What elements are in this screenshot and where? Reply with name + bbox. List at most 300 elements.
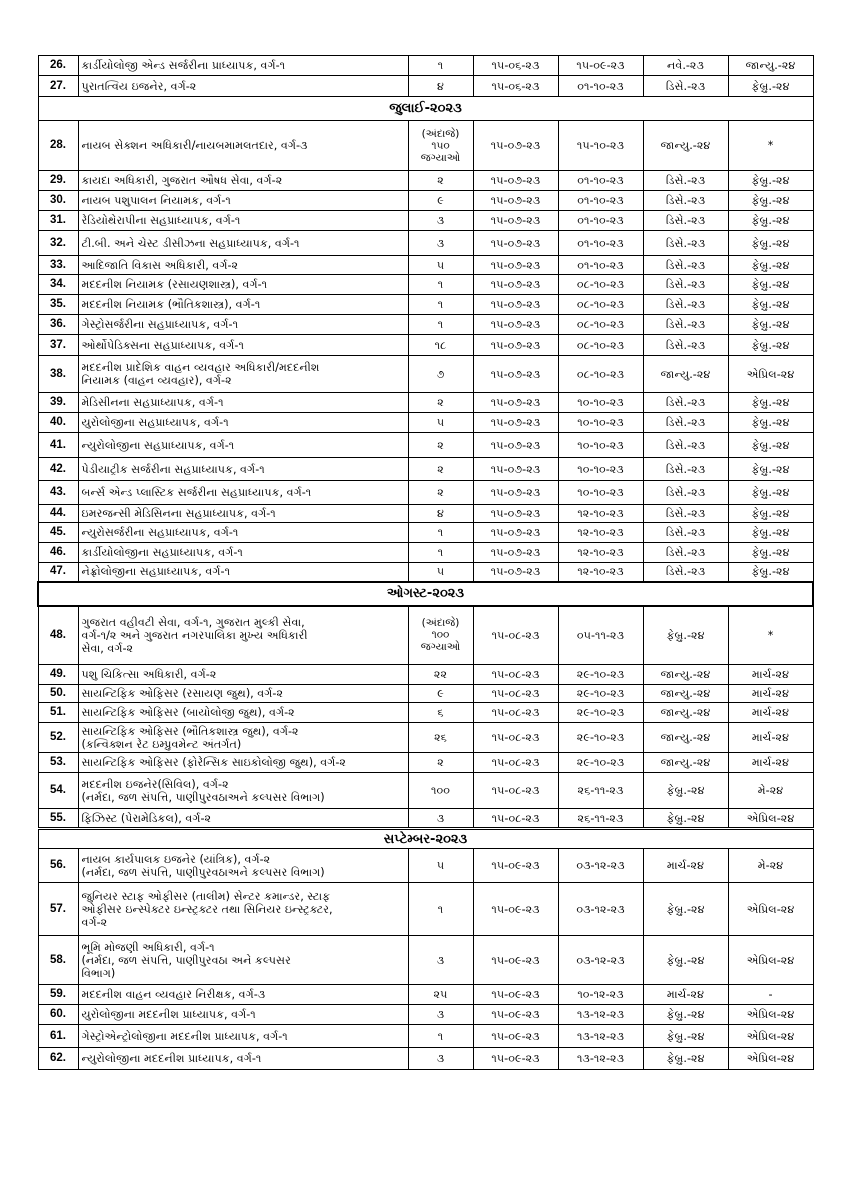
interview-month: ફેબ્રુ.-૨૪ [728,481,813,505]
table-row [38,936,813,985]
interview-month: ફેબ્રુ.-૨૪ [728,563,813,582]
post-name-line: મદદનીશ પ્રાદેશિક વાહન વ્યવહાર અધિકારી/મદદનીશ [81,361,320,374]
vacancy-line: ૭ [436,367,445,381]
serial-number: 59. [38,985,78,1005]
advertisement-date: ૧૫-૦૭-૨૩ [473,505,558,523]
advertisement-date: ૧૫-૦૮-૨૩ [473,606,558,665]
exam-month: ડિસે.-૨૩ [643,191,728,211]
post-name-line: (કન્વિક્શન રેટ ઇમ્પ્રુવમેન્ટ અંતર્ગત) [81,737,242,751]
post-name [78,1025,408,1048]
post-name [78,393,408,413]
post-name [78,985,408,1005]
post-name [78,809,408,829]
interview-month: એપ્રિલ-૨૪ [728,883,813,936]
vacancy-line: ૧ [437,298,444,311]
interview-month: ફેબ્રુ.-૨૪ [728,76,813,97]
last-date: ૨૯-૧૦-૨૩ [558,723,643,753]
vacancy-count [408,335,473,356]
serial-number: 29. [38,171,78,191]
table-row [38,543,813,563]
post-name [78,685,408,703]
last-date: ૨૯-૧૦-૨૩ [558,753,643,773]
vacancy-count [408,393,473,413]
serial-number: 45. [38,523,78,543]
last-date: ૦૧-૧૦-૨૩ [558,76,643,97]
advertisement-date: ૧૫-૦૭-૨૩ [473,433,558,458]
post-name [78,171,408,191]
interview-month: * [728,606,813,665]
exam-month: ડિસે.-૨૩ [643,231,728,256]
serial-number: 31. [38,211,78,231]
last-date: ૦૩-૧૨-૨૩ [558,883,643,936]
exam-month: નવે.-૨૩ [643,56,728,76]
post-name-line: વિભાગ) [81,966,116,980]
table-row [38,56,813,76]
last-date: ૦૮-૧૦-૨૩ [558,315,643,335]
vacancy-line: (અંદાજે) [421,127,460,140]
serial-number: 30. [38,191,78,211]
last-date: ૧૦-૧૦-૨૩ [558,481,643,505]
table-row [38,295,813,315]
post-name-line: મદદનીશ નિયામક (રસાયણશાસ્ત્ર), વર્ગ-૧ [81,278,268,291]
interview-month: જાન્યુ.-૨૪ [728,56,813,76]
advertisement-date: ૧૫-૦૮-૨૩ [473,773,558,809]
table-row [38,211,813,231]
table-row [38,433,813,458]
advertisement-date: ૧૫-૦૭-૨૩ [473,171,558,191]
interview-month: ફેબ્રુ.-૨૪ [728,275,813,295]
advertisement-date: ૧૫-૦૭-૨૩ [473,315,558,335]
vacancy-count [408,936,473,985]
interview-month: ફેબ્રુ.-૨૪ [728,295,813,315]
post-name [78,665,408,685]
advertisement-date: ૧૫-૦૮-૨૩ [473,753,558,773]
post-name-line: પેડીયાટ્રીક સર્જરીના સહપ્રાધ્યાપક, વર્ગ-૧ [81,462,265,476]
table-row [38,685,813,703]
vacancy-count [408,56,473,76]
last-date: ૦૧-૧૦-૨૩ [558,231,643,256]
vacancy-count [408,256,473,275]
exam-month: ફેબ્રુ.-૨૪ [643,1005,728,1025]
vacancy-line: ૧ [437,526,444,539]
post-name-line: મદદનીશ વાહન વ્યવહાર નિરીક્ષક, વર્ગ-૩ [81,988,266,1001]
serial-number: 58. [38,936,78,985]
advertisement-date: ૧૫-૦૭-૨૩ [473,121,558,171]
last-date: ૧૦-૧૦-૨૩ [558,458,643,481]
last-date: ૧૦-૧૨-૨૩ [558,985,643,1005]
vacancy-count [408,753,473,773]
exam-month: ડિસે.-૨૩ [643,458,728,481]
last-date: ૦૧-૧૦-૨૩ [558,211,643,231]
vacancy-count [408,1048,473,1070]
vacancy-count [408,809,473,829]
last-date: ૧૦-૧૦-૨૩ [558,433,643,458]
interview-month: મે-૨૪ [728,849,813,883]
vacancy-count [408,211,473,231]
post-name-line: (નર્મદા, જળ સંપત્તિ, પાણીપુરવઠાઅને કલ્પસર વિભાગ) [81,865,325,879]
last-date: ૦૩-૧૨-૨૩ [558,936,643,985]
exam-month: જાન્યુ.-૨૪ [643,753,728,773]
post-name [78,849,408,883]
post-name-line: ન્યુરોલોજીના સહપ્રાધ્યાપક, વર્ગ-૧ [81,438,235,452]
vacancy-line: ૫ [436,565,445,579]
vacancy-line: ૧ [437,318,444,331]
post-name-line: આદિજાતિ વિકાસ અધિકારી, વર્ગ-૨ [81,258,239,272]
last-date: ૨૯-૧૦-૨૩ [558,703,643,723]
interview-month: ફેબ્રુ.-૨૪ [728,433,813,458]
vacancy-line: ૩ [436,1052,445,1065]
post-name [78,295,408,315]
post-name-line: સાયન્ટિફિક ઓફિસર (રસાયણ જુથ), વર્ગ-૨ [81,687,284,700]
vacancy-count [408,563,473,582]
post-name-line: નિયામક (વાહન વ્યવહાર), વર્ગ-૨ [81,374,232,387]
post-name [78,121,408,171]
post-name-line: ન્યુરોલોજીના મદદનીશ પ્રાધ્યાપક, વર્ગ-૧ [81,1052,262,1065]
vacancy-line: ૧૦૦ [431,629,450,642]
advertisement-date: ૧૫-૦૯-૨૩ [473,1048,558,1070]
interview-month: ફેબ્રુ.-૨૪ [728,231,813,256]
vacancy-count [408,985,473,1005]
last-date: ૧૩-૧૨-૨૩ [558,1025,643,1048]
post-name-line: કાર્ડીયોલોજી એન્ડ સર્જરીના પ્રાધ્યાપક, વર્ગ-૧ [81,59,286,72]
post-name [78,56,408,76]
vacancy-line: ૧ [437,902,444,916]
post-name [78,1048,408,1070]
advertisement-date: ૧૫-૦૭-૨૩ [473,275,558,295]
vacancy-line: ૯ [437,194,444,207]
vacancy-line: ૨ [437,486,444,499]
serial-number: 34. [38,275,78,295]
exam-month: ફેબ્રુ.-૨૪ [643,883,728,936]
exam-month: જાન્યુ.-૨૪ [643,356,728,393]
table-row [38,335,813,356]
vacancy-count [408,505,473,523]
last-date: ૧૩-૧૨-૨૩ [558,1048,643,1070]
last-date: ૦૧-૧૦-૨૩ [558,171,643,191]
vacancy-line: ૧૫૦ [431,139,450,152]
table-row [38,356,813,393]
exam-month: ડિસે.-૨૩ [643,433,728,458]
exam-month: ડિસે.-૨૩ [643,275,728,295]
last-date: ૨૯-૧૦-૨૩ [558,665,643,685]
interview-month: ફેબ્રુ.-૨૪ [728,458,813,481]
serial-number: 48. [38,606,78,665]
post-name-line: પશુ ચિકિત્સા અધિકારી, વર્ગ-૨ [81,668,217,681]
exam-month: ડિસે.-૨૩ [643,543,728,563]
interview-month: એપ્રિલ-૨૪ [728,936,813,985]
post-name-line: ગેસ્ટ્રોસર્જરીના સહપ્રાધ્યાપક, વર્ગ-૧ [81,318,239,331]
vacancy-line: (અંદાજે) [421,617,460,630]
exam-month: ડિસે.-૨૩ [643,393,728,413]
post-name-line: નાયબ સેક્શન અધિકારી/નાયબમામલતદાર, વર્ગ-૩ [81,139,308,152]
month-section-row [38,829,813,849]
month-section-title: જુલાઈ-૨૦૨૩ [38,97,813,121]
post-name-line: કાર્ડીયોલોજીના સહપ્રાધ્યાપક, વર્ગ-૧ [81,546,243,559]
post-name-line: યુરોલોજીના સહપ્રાધ્યાપક, વર્ગ-૧ [81,416,229,429]
vacancy-line: ૫ [436,416,445,429]
vacancy-count [408,685,473,703]
interview-month: ફેબ્રુ.-૨૪ [728,315,813,335]
post-name-line: ફિઝિસ્ટ (પેરામેડિકલ), વર્ગ-૨ [81,811,212,825]
interview-month: માર્ચ-૨૪ [728,685,813,703]
advertisement-date: ૧૫-૦૭-૨૩ [473,335,558,356]
serial-number: 46. [38,543,78,563]
serial-number: 37. [38,335,78,356]
advertisement-date: ૧૫-૦૭-૨૩ [473,356,558,393]
table-row [38,458,813,481]
last-date: ૨૯-૧૦-૨૩ [558,685,643,703]
exam-month: ડિસે.-૨૩ [643,505,728,523]
interview-month: ફેબ્રુ.-૨૪ [728,393,813,413]
post-name [78,458,408,481]
advertisement-date: ૧૫-૦૯-૨૩ [473,1005,558,1025]
vacancy-line: ૨૬ [434,731,447,744]
vacancy-line: ૩ [436,953,445,967]
serial-number: 44. [38,505,78,523]
exam-month: ફેબ્રુ.-૨૪ [643,773,728,809]
vacancy-line: ૨ [437,438,444,452]
vacancy-count [408,315,473,335]
vacancy-count [408,458,473,481]
post-name-line: રેડિયોથેરાપીના સહપ્રાધ્યાપક, વર્ગ-૧ [81,214,241,227]
last-date: ૧૩-૧૨-૨૩ [558,1005,643,1025]
vacancy-count [408,849,473,883]
vacancy-count [408,356,473,393]
vacancy-count [408,543,473,563]
post-name-line: (નર્મદા, જળ સંપત્તિ, પાણીપુરવઠા અને કલ્પસર [81,953,291,967]
serial-number: 33. [38,256,78,275]
advertisement-date: ૧૫-૦૭-૨૩ [473,563,558,582]
advertisement-date: ૧૫-૦૯-૨૩ [473,936,558,985]
exam-month: માર્ચ-૨૪ [643,849,728,883]
table-row [38,481,813,505]
exam-month: ડિસે.-૨૩ [643,171,728,191]
post-name [78,1005,408,1025]
post-name-line: પુરાતત્વિય ઇજનેર, વર્ગ-૨ [81,79,197,93]
post-name [78,315,408,335]
exam-month: ફેબ્રુ.-૨૪ [643,1048,728,1070]
last-date: ૦૧-૧૦-૨૩ [558,256,643,275]
post-name-line: યુરોલોજીના મદદનીશ પ્રાધ્યાપક, વર્ગ-૧ [81,1008,256,1021]
exam-month: ડિસે.-૨૩ [643,315,728,335]
table-row [38,76,813,97]
serial-number: 27. [38,76,78,97]
post-name [78,433,408,458]
post-name [78,723,408,753]
vacancy-count [408,883,473,936]
post-name-line: સેવા, વર્ગ-૨ [81,641,134,655]
post-name [78,275,408,295]
serial-number: 43. [38,481,78,505]
interview-month: માર્ચ-૨૪ [728,665,813,685]
last-date: ૧૨-૧૦-૨૩ [558,505,643,523]
post-name [78,773,408,809]
interview-month: * [728,121,813,171]
post-name [78,231,408,256]
vacancy-count [408,295,473,315]
vacancy-line: ૧ [437,546,444,559]
vacancy-count [408,1025,473,1048]
post-name [78,543,408,563]
post-name-line: કાયદા અધિકારી, ગુજરાત ઔષધ સેવા, વર્ગ-૨ [81,174,283,187]
vacancy-count [408,231,473,256]
post-name-line: મેડિસીનના સહપ્રાધ્યાપક, વર્ગ-૧ [81,396,224,409]
vacancy-line: જગ્યાઓ [420,641,461,654]
advertisement-date: ૧૫-૦૭-૨૩ [473,413,558,433]
vacancy-count [408,76,473,97]
post-name [78,335,408,356]
table-row [38,275,813,295]
exam-month: જાન્યુ.-૨૪ [643,665,728,685]
serial-number: 56. [38,849,78,883]
interview-month: માર્ચ-૨૪ [728,703,813,723]
vacancy-line: ૪ [437,507,444,520]
post-name [78,211,408,231]
vacancy-count [408,606,473,665]
serial-number: 32. [38,231,78,256]
interview-month: એપ્રિલ-૨૪ [728,1005,813,1025]
vacancy-line: ૨ [437,174,444,187]
advertisement-date: ૧૫-૦૭-૨૩ [473,393,558,413]
exam-month: ફેબ્રુ.-૨૪ [643,1025,728,1048]
advertisement-date: ૧૫-૦૮-૨૩ [473,703,558,723]
exam-month: ફેબ્રુ.-૨૪ [643,606,728,665]
advertisement-date: ૧૫-૦૮-૨૩ [473,685,558,703]
post-name-line: નેફ્રોલોજીના સહપ્રાધ્યાપક, વર્ગ-૧ [81,565,231,579]
post-name-line: ગેસ્ટ્રોએન્ટ્રોલોજીના મદદનીશ પ્રાધ્યાપક, વર્ગ-૧ [81,1029,288,1043]
advertisement-date: ૧૫-૦૭-૨૩ [473,231,558,256]
post-name-line: બર્ન્સ એન્ડ પ્લાસ્ટિક સર્જરીના સહપ્રાધ્યાપક, વર્ગ-૧ [81,486,312,499]
table-row [38,393,813,413]
last-date: ૦૮-૧૦-૨૩ [558,295,643,315]
serial-number: 49. [38,665,78,685]
advertisement-date: ૧૫-૦૭-૨૩ [473,458,558,481]
last-date: ૧૫-૧૦-૨૩ [558,121,643,171]
last-date: ૦૫-૧૧-૨૩ [558,606,643,665]
table-row [38,723,813,753]
vacancy-line: ૨૫ [433,988,448,1001]
post-name-line: ઓર્થોપેડિક્સના સહપ્રાધ્યાપક, વર્ગ-૧ [81,338,244,352]
post-name-line: મદદનીશ નિયામક (ભૌતિકશાસ્ત્ર), વર્ગ-૧ [81,298,261,311]
post-name [78,523,408,543]
exam-month: જાન્યુ.-૨૪ [643,685,728,703]
post-name [78,356,408,393]
vacancy-line: ૩ [436,214,445,227]
table-row [38,231,813,256]
month-section-row [38,97,813,121]
serial-number: 35. [38,295,78,315]
serial-number: 47. [38,563,78,582]
serial-number: 51. [38,703,78,723]
post-name-line: સાયન્ટિફિક ઓફિસર (ભૌતિકશાસ્ત્ર જુથ), વર્ગ-૨ [81,724,299,738]
table-row [38,505,813,523]
table-row [38,849,813,883]
post-name-line: ગુજરાત વહીવટી સેવા, વર્ગ-૧, ગુજરાત મુલ્કી સેવા, [81,615,305,629]
advertisement-date: ૧૫-૦૭-૨૩ [473,211,558,231]
exam-month: ફેબ્રુ.-૨૪ [643,809,728,829]
advertisement-date: ૧૫-૦૬-૨૩ [473,76,558,97]
serial-number: 53. [38,753,78,773]
table-row [38,809,813,829]
month-section-title: સપ્ટેમ્બર-૨૦૨૩ [38,829,813,849]
post-name [78,481,408,505]
interview-month: મે-૨૪ [728,773,813,809]
last-date: ૦૮-૧૦-૨૩ [558,275,643,295]
vacancy-line: ૫ [436,258,445,272]
vacancy-line: ૧ [437,278,444,291]
post-name-line: નાયબ કાર્યપાલક ઇજનેર (યાંત્રિક), વર્ગ-૨ [81,852,271,866]
table-row [38,1048,813,1070]
post-name-line: ઓફીસર ઇન્સ્પેક્ટર ઇન્સ્ટ્રક્ટર તથા સિનિયર ઇન્સ્ટ્રક્ટર, [81,902,333,916]
exam-month: જાન્યુ.-૨૪ [643,121,728,171]
vacancy-line: ૫ [436,859,445,872]
post-name [78,563,408,582]
vacancy-count [408,433,473,458]
exam-month: જાન્યુ.-૨૪ [643,703,728,723]
vacancy-line: ૯ [437,687,444,700]
serial-number: 42. [38,458,78,481]
vacancy-count [408,275,473,295]
interview-month: ફેબ્રુ.-૨૪ [728,191,813,211]
exam-month: જાન્યુ.-૨૪ [643,723,728,753]
interview-month: માર્ચ-૨૪ [728,753,813,773]
post-name-line: સાયન્ટિફિક ઓફિસર (ફોરેન્સિક સાઇકોલોજી જુથ), વર્ગ-૨ [81,756,346,769]
exam-month: ડિસે.-૨૩ [643,335,728,356]
interview-month: ફેબ્રુ.-૨૪ [728,505,813,523]
table-row [38,563,813,582]
table-row [38,665,813,685]
last-date: ૧૦-૧૦-૨૩ [558,393,643,413]
vacancy-line: ૨ [437,462,444,476]
vacancy-count [408,413,473,433]
last-date: ૦૧-૧૦-૨૩ [558,191,643,211]
vacancy-line: ૧૮ [434,338,447,352]
advertisement-date: ૧૫-૦૮-૨૩ [473,723,558,753]
serial-number: 50. [38,685,78,703]
advertisement-date: ૧૫-૦૭-૨૩ [473,191,558,211]
advertisement-date: ૧૫-૦૯-૨૩ [473,985,558,1005]
advertisement-date: ૧૫-૦૮-૨૩ [473,665,558,685]
last-date: ૧૨-૧૦-૨૩ [558,523,643,543]
last-date: ૨૬-૧૧-૨૩ [558,809,643,829]
exam-month: માર્ચ-૨૪ [643,985,728,1005]
vacancy-line: ૩ [436,236,445,250]
serial-number: 52. [38,723,78,753]
serial-number: 41. [38,433,78,458]
vacancy-count [408,523,473,543]
exam-month: ડિસે.-૨૩ [643,413,728,433]
exam-month: ડિસે.-૨૩ [643,76,728,97]
last-date: ૦૮-૧૦-૨૩ [558,356,643,393]
table-row [38,1005,813,1025]
table-row [38,883,813,936]
serial-number: 54. [38,773,78,809]
interview-month: ફેબ્રુ.-૨૪ [728,211,813,231]
table-row [38,191,813,211]
vacancy-line: ૩ [436,811,445,825]
serial-number: 40. [38,413,78,433]
interview-month: એપ્રિલ-૨૪ [728,1048,813,1070]
exam-month: ડિસે.-૨૩ [643,563,728,582]
interview-month: એપ્રિલ-૨૪ [728,809,813,829]
month-section-title: ઓગસ્ટ-૨૦૨૩ [38,582,813,606]
vacancy-count [408,1005,473,1025]
interview-month: એપ્રિલ-૨૪ [728,356,813,393]
vacancy-line: ૬ [437,706,444,719]
advertisement-date: ૧૫-૦૭-૨૩ [473,543,558,563]
table-row [38,315,813,335]
vacancy-count [408,121,473,171]
